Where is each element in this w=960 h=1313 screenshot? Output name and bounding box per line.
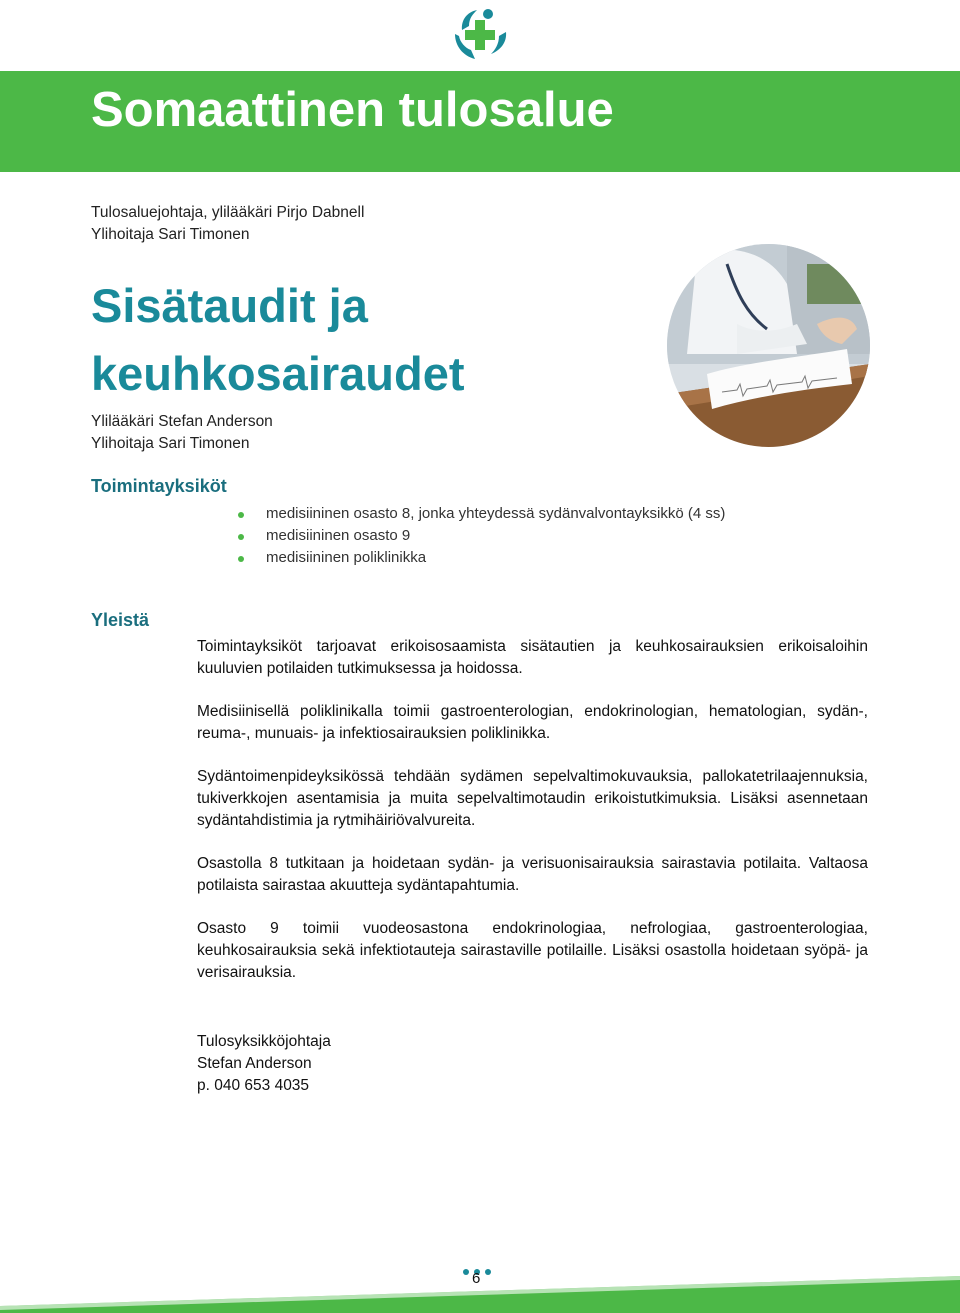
page-number: 6 [472, 1270, 481, 1287]
units-heading: Toimintayksiköt [91, 476, 227, 496]
contact-name: Stefan Anderson [197, 1055, 312, 1072]
doctor-ecg-photo [667, 244, 870, 447]
header-lead-nurse: Ylihoitaja Sari Timonen [91, 226, 250, 243]
contact-role: Tulosyksikköjohtaja [197, 1033, 331, 1050]
paragraph-ward-8: Osastolla 8 tutkitaan ja hoidetaan sydän- ja verisuonisairauksia sairastavia potilaita. Valtaosa potilaista sairastaa akuutteja sydäntapahtumia. [197, 855, 868, 894]
bullet-icon [238, 556, 244, 562]
general-heading: Yleistä [91, 610, 150, 630]
bullet-icon [238, 534, 244, 540]
section-title-line2: keuhkosairaudet [91, 347, 465, 400]
section-title-line1: Sisätaudit ja [91, 279, 368, 332]
units-list [238, 503, 725, 569]
section-leads [91, 411, 273, 455]
section-lead-physician: Ylilääkäri Stefan Anderson [91, 413, 273, 430]
list-item-label: medisiininen poliklinikka [266, 549, 427, 566]
list-item [238, 525, 725, 547]
section-lead-nurse: Ylihoitaja Sari Timonen [91, 435, 250, 452]
list-item [238, 547, 725, 569]
bullet-icon [238, 512, 244, 518]
list-item [238, 503, 725, 525]
contact-block [197, 1031, 331, 1097]
paragraph-intro: Toimintayksiköt tarjoavat erikoisosaamista sisätautien ja keuhkosairauksien erikoisaloihin kuuluvien potilaiden tutkimuksessa ja hoidossa. [197, 638, 868, 677]
logo-icon [449, 4, 511, 64]
contact-phone: p. 040 653 4035 [197, 1077, 310, 1094]
list-item-label: medisiininen osasto 9 [266, 527, 411, 544]
paragraph-outpatient: Medisiinisellä poliklinikalla toimii gastroenterologian, endokrinologian, hematologian, sydän-, reuma-, munuais- ja infektiosairauksien poliklinikka. [197, 703, 868, 742]
paragraph-ward-9: Osasto 9 toimii vuodeosastona endokrinologiaa, nefrologiaa, gastroenterologiaa, keuhkosairauksia sekä infektiotauteja sairastaville potilaille. Lisäksi osastolla hoidetaan syöpä- ja verisairauksia. [197, 920, 868, 981]
paragraph-cardiac-procedures: Sydäntoimenpideyksikössä tehdään sydämen sepelvaltimokuvauksia, pallokatetrilaajennuksia, tukiverkkojen asentamisia ja muita sepelvaltimotaudin erikoistutkimuksia. Lisäksi asennetaan sydäntahdistimia ja rytmihäiriövalvureita. [197, 768, 868, 829]
header-lead-director: Tulosaluejohtaja, ylilääkäri Pirjo Dabnell [91, 204, 365, 221]
header-leads [91, 202, 364, 246]
section-title [91, 272, 465, 408]
general-body [197, 636, 868, 1005]
list-item-label: medisiininen osasto 8, jonka yhteydessä sydänvalvontayksikkö (4 ss) [266, 505, 726, 522]
page-title: Somaattinen tulosalue [91, 83, 614, 137]
